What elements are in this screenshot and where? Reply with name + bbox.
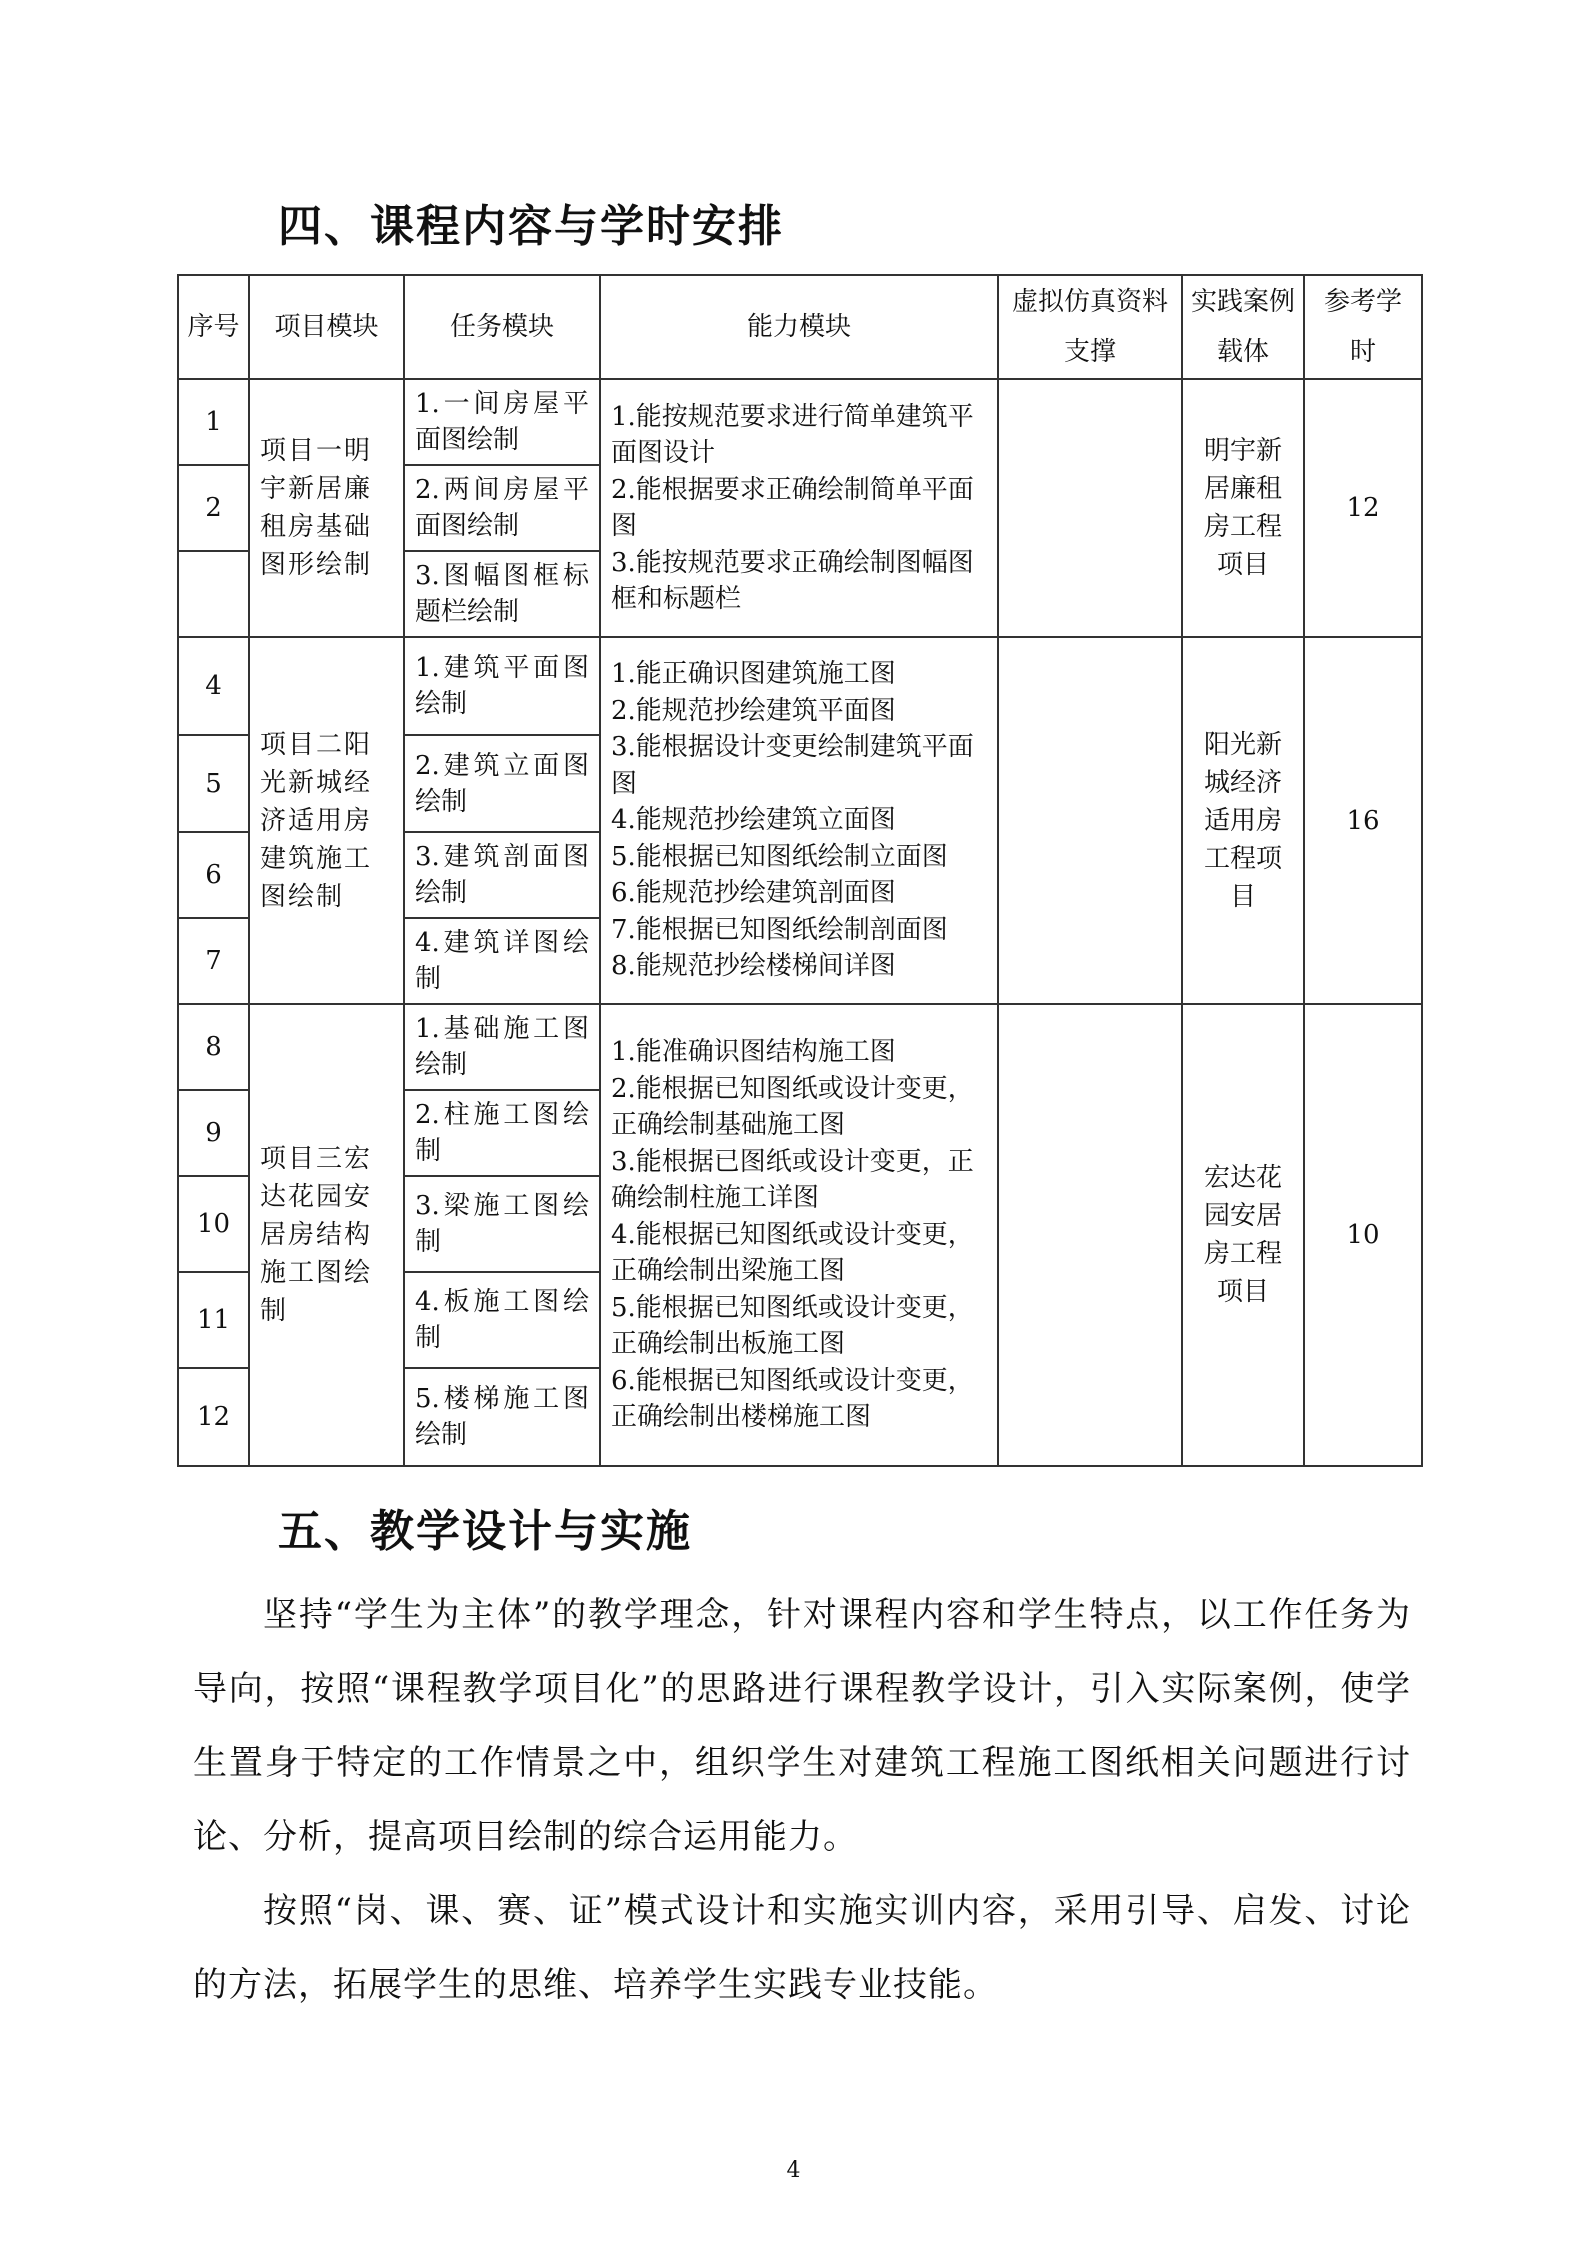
header-case: 实践案例载体 xyxy=(1182,275,1304,379)
ability-list xyxy=(600,637,998,1004)
row-number: 6 xyxy=(178,832,249,918)
ability-item: 7.能根据已知图纸绘制剖面图 xyxy=(611,914,948,945)
row-number xyxy=(178,551,249,637)
row-number: 7 xyxy=(178,918,249,1004)
ability-item: 5.能根据已知图纸绘制立面图 xyxy=(611,841,948,872)
reference-hours: 10 xyxy=(1304,1004,1422,1466)
task-name: 3.图幅图框标题栏绘制 xyxy=(404,551,600,637)
row-number: 8 xyxy=(178,1004,249,1090)
row-number: 1 xyxy=(178,379,249,465)
ability-item: 6.能根据已知图纸或设计变更，正确绘制出楼梯施工图 xyxy=(611,1365,974,1433)
page-number: 4 xyxy=(786,2158,801,2183)
project-name: 项目一明宇新居廉租房基础图形绘制 xyxy=(249,379,404,637)
table-row xyxy=(178,379,1422,465)
project-name: 项目二阳光新城经济适用房建筑施工图绘制 xyxy=(249,637,404,1004)
header-hours: 参考学时 xyxy=(1304,275,1422,379)
reference-hours: 16 xyxy=(1304,637,1422,1004)
header-task: 任务模块 xyxy=(404,275,600,379)
course-schedule-table xyxy=(177,274,1423,1467)
header-no: 序号 xyxy=(178,275,249,379)
task-name: 2.柱施工图绘制 xyxy=(404,1090,600,1176)
section-5-title: 五、教学设计与实施 xyxy=(278,1506,692,1557)
ability-item: 6.能规范抄绘建筑剖面图 xyxy=(611,878,896,909)
ability-list xyxy=(600,1004,998,1466)
virtual-support-cell xyxy=(998,1004,1182,1466)
task-name: 4.板施工图绘制 xyxy=(404,1272,600,1368)
table-row xyxy=(178,1004,1422,1090)
practice-case: 宏达花园安居房工程项目 xyxy=(1182,1004,1304,1466)
ability-list xyxy=(600,379,998,637)
ability-item: 2.能根据已知图纸或设计变更，正确绘制基础施工图 xyxy=(611,1073,974,1141)
ability-item: 3.能按规范要求正确绘制图幅图框和标题栏 xyxy=(611,547,974,614)
reference-hours: 12 xyxy=(1304,379,1422,637)
ability-item: 4.能规范抄绘建筑立面图 xyxy=(611,805,896,836)
task-name: 3.梁施工图绘制 xyxy=(404,1176,600,1272)
task-name: 2.两间房屋平面图绘制 xyxy=(404,465,600,551)
ability-item: 1.能正确识图建筑施工图 xyxy=(611,659,896,690)
practice-case: 明宇新居廉租房工程项目 xyxy=(1182,379,1304,637)
task-name: 2.建筑立面图绘制 xyxy=(404,735,600,832)
task-name: 1.一间房屋平面图绘制 xyxy=(404,379,600,465)
project-name: 项目三宏达花园安居房结构施工图绘制 xyxy=(249,1004,404,1466)
header-ability: 能力模块 xyxy=(600,275,998,379)
ability-item: 8.能规范抄绘楼梯间详图 xyxy=(611,951,896,982)
ability-item: 3.能根据已图纸或设计变更，正确绘制柱施工详图 xyxy=(611,1146,974,1214)
ability-item: 4.能根据已知图纸或设计变更，正确绘制出梁施工图 xyxy=(611,1219,974,1287)
task-name: 4.建筑详图绘制 xyxy=(404,918,600,1004)
ability-item: 5.能根据已知图纸或设计变更，正确绘制出板施工图 xyxy=(611,1292,974,1360)
row-number: 4 xyxy=(178,637,249,735)
task-name: 3.建筑剖面图绘制 xyxy=(404,832,600,918)
body-paragraph: 按照“岗、课、赛、证”模式设计和实施实训内容，采用引导、启发、讨论的方法，拓展学生的思维、培养学生实践专业技能。 xyxy=(193,1891,1411,2005)
header-virtual: 虚拟仿真资料支撑 xyxy=(998,275,1182,379)
virtual-support-cell xyxy=(998,379,1182,637)
row-number: 2 xyxy=(178,465,249,551)
task-name: 5.楼梯施工图绘制 xyxy=(404,1368,600,1466)
ability-item: 3.能根据设计变更绘制建筑平面图 xyxy=(611,732,974,799)
task-name: 1.基础施工图绘制 xyxy=(404,1004,600,1090)
row-number: 9 xyxy=(178,1090,249,1176)
body-paragraph: 坚持“学生为主体”的教学理念，针对课程内容和学生特点，以工作任务为导向，按照“课程教学项目化”的思路进行课程教学设计，引入实际案例，使学生置身于特定的工作情景之中，组织学生对建筑工程施工图纸相关问题进行讨论、分析，提高项目绘制的综合运用能力。 xyxy=(193,1595,1411,1857)
header-project: 项目模块 xyxy=(249,275,404,379)
table-header-row xyxy=(178,275,1422,379)
ability-item: 2.能根据要求正确绘制简单平面图 xyxy=(611,474,974,541)
row-number: 5 xyxy=(178,735,249,832)
section-4-title: 四、课程内容与学时安排 xyxy=(278,201,784,252)
practice-case: 阳光新城经济适用房工程项目 xyxy=(1182,637,1304,1004)
task-name: 1.建筑平面图绘制 xyxy=(404,637,600,735)
ability-item: 1.能按规范要求进行简单建筑平面图设计 xyxy=(611,401,974,468)
ability-item: 2.能规范抄绘建筑平面图 xyxy=(611,695,896,726)
row-number: 11 xyxy=(178,1272,249,1368)
row-number: 12 xyxy=(178,1368,249,1466)
row-number: 10 xyxy=(178,1176,249,1272)
virtual-support-cell xyxy=(998,637,1182,1004)
table-row xyxy=(178,637,1422,735)
ability-item: 1.能准确识图结构施工图 xyxy=(611,1037,896,1068)
